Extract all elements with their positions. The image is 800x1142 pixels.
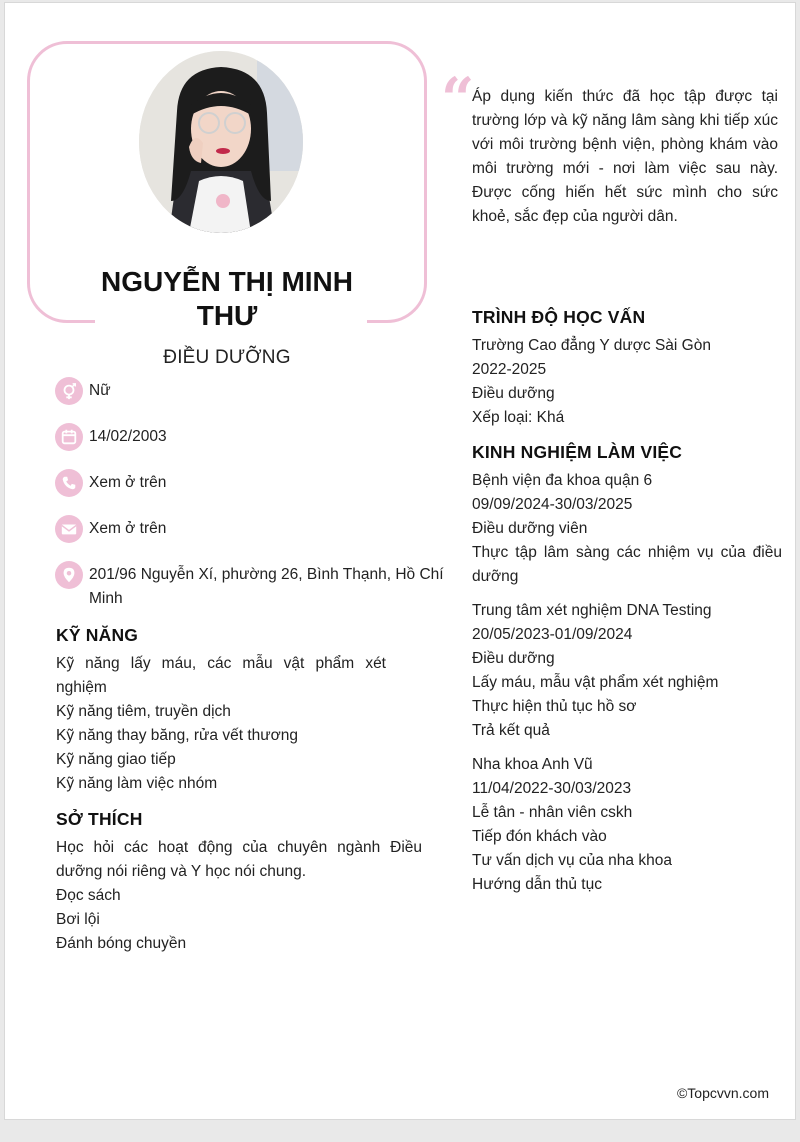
job-duty: Lấy máu, mẫu vật phẩm xét nghiệm xyxy=(472,674,719,691)
skills-section xyxy=(56,625,386,796)
skill-item: Kỹ năng làm việc nhóm xyxy=(56,775,218,792)
copyright-footer[interactable]: ©Topcvvn.com xyxy=(676,1085,769,1101)
phone-value: Xem ở trên xyxy=(89,474,167,491)
candidate-name: NGUYỄN THỊ MINH THƯ xyxy=(101,266,353,331)
contact-birthday xyxy=(55,423,450,451)
job-entry xyxy=(472,469,782,589)
calendar-icon xyxy=(55,423,83,451)
right-column xyxy=(472,307,782,907)
job-entry xyxy=(472,599,782,743)
quote-icon: “ xyxy=(441,65,475,133)
gender-value: Nữ xyxy=(89,382,111,399)
hobbies-heading: SỞ THÍCH xyxy=(56,809,143,829)
education-major: Điều dưỡng xyxy=(472,385,555,402)
job-title: ĐIỀU DƯỠNG xyxy=(163,347,291,368)
email-value: Xem ở trên xyxy=(89,520,167,537)
career-objective: Áp dụng kiến thức đã học tập được tại trường lớp và kỹ năng lâm sàng khi tiếp xúc với môi trường bệnh viện, phòng khám vào môi trường mới - nơi làm việc sau này. Được cống hiến hết sức mình cho sức khoẻ, sắc đẹp của người dân. xyxy=(472,88,778,225)
job-duty: Tư vấn dịch vụ của nha khoa xyxy=(472,852,672,869)
skill-item: Kỹ năng tiêm, truyền dịch xyxy=(56,703,231,720)
job-entry xyxy=(472,753,782,897)
job-position: Lễ tân - nhân viên cskh xyxy=(472,804,633,821)
job-duty: Hướng dẫn thủ tục xyxy=(472,876,602,893)
skills-heading: KỸ NĂNG xyxy=(56,625,139,645)
contact-gender xyxy=(55,377,450,405)
job-company: Trung tâm xét nghiệm DNA Testing xyxy=(472,602,712,619)
address-value: 201/96 Nguyễn Xí, phường 26, Bình Thạnh, Hồ Chí Minh xyxy=(89,566,444,607)
skill-item: Kỹ năng giao tiếp xyxy=(56,751,176,768)
hobbies-section xyxy=(56,809,422,956)
contact-email xyxy=(55,515,450,543)
education-school: Trường Cao đẳng Y dược Sài Gòn xyxy=(472,337,711,354)
birthday-value: 14/02/2003 xyxy=(89,428,167,445)
job-period: 09/09/2024-30/03/2025 xyxy=(472,496,633,513)
experience-heading: KINH NGHIỆM LÀM VIỆC xyxy=(472,442,683,462)
job-period: 11/04/2022-30/03/2023 xyxy=(472,780,632,797)
contact-address xyxy=(55,561,450,611)
cv-page xyxy=(4,2,796,1120)
phone-icon xyxy=(55,469,83,497)
skill-item: Kỹ năng thay băng, rửa vết thương xyxy=(56,727,299,744)
location-icon xyxy=(55,561,83,589)
hobby-item: Đọc sách xyxy=(56,887,121,904)
job-period: 20/05/2023-01/09/2024 xyxy=(472,626,633,643)
job-company: Bệnh viện đa khoa quận 6 xyxy=(472,472,653,489)
education-period: 2022-2025 xyxy=(472,361,547,378)
avatar xyxy=(139,51,303,233)
gender-icon xyxy=(55,377,83,405)
job-position: Điều dưỡng viên xyxy=(472,520,588,537)
job-duty: Tiếp đón khách vào xyxy=(472,828,607,845)
skill-item: Kỹ năng lấy máu, các mẫu vật phẩm xét nghiệm xyxy=(56,655,386,696)
job-duty: Trả kết quả xyxy=(472,722,550,739)
education-heading: TRÌNH ĐỘ HỌC VẤN xyxy=(472,307,646,327)
hobby-item: Bơi lội xyxy=(56,911,100,928)
email-icon xyxy=(55,515,83,543)
job-position: Điều dưỡng xyxy=(472,650,555,667)
hobby-item: Học hỏi các hoạt động của chuyên ngành Điều dưỡng nói riêng và Y học nói chung. xyxy=(56,839,422,880)
education-grade: Xếp loại: Khá xyxy=(472,409,565,426)
contact-phone xyxy=(55,469,450,497)
profile-photo xyxy=(139,51,303,233)
hobby-item: Đánh bóng chuyền xyxy=(56,935,187,952)
contact-list xyxy=(55,377,450,629)
job-duty: Thực tập lâm sàng các nhiệm vụ của điều dưỡng xyxy=(472,544,782,585)
job-duty: Thực hiện thủ tục hồ sơ xyxy=(472,698,637,715)
job-company: Nha khoa Anh Vũ xyxy=(472,756,593,773)
